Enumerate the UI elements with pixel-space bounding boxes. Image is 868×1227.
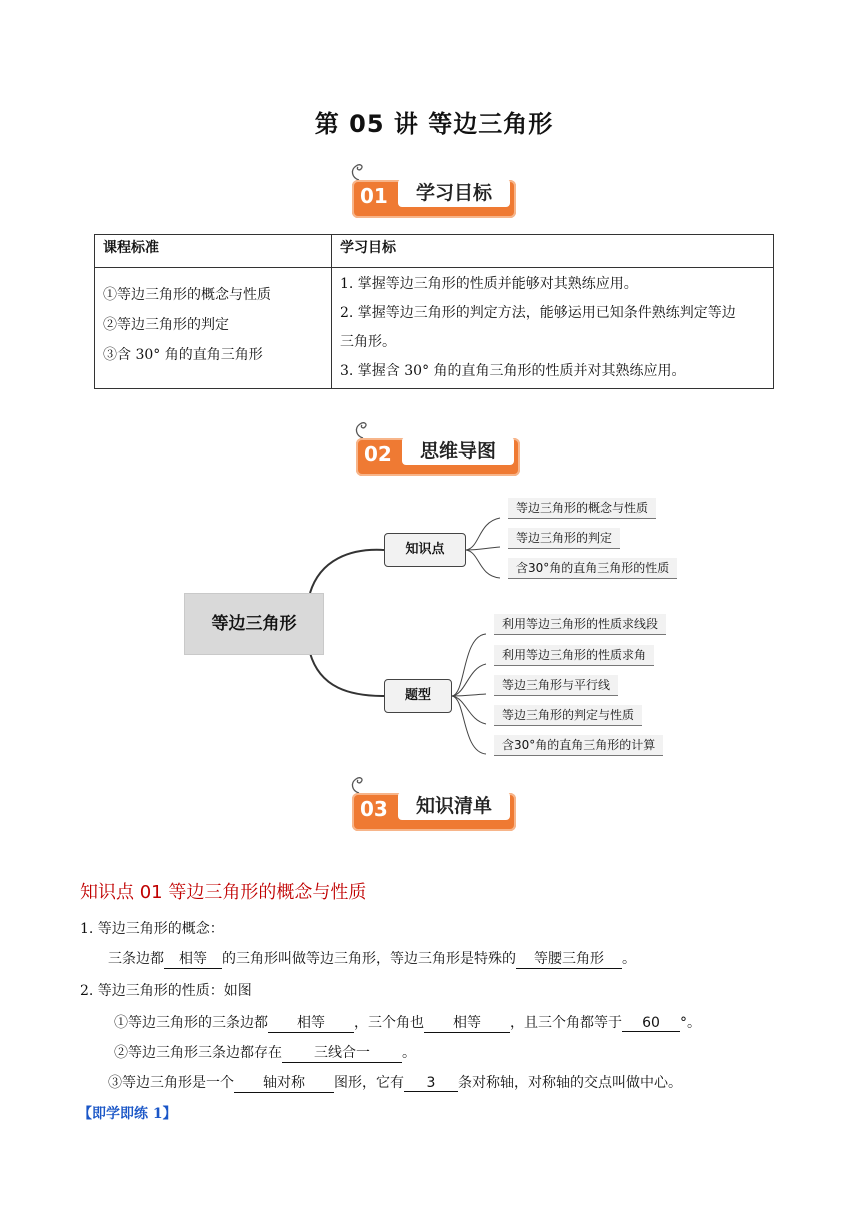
fill-blank: 3 [404, 1075, 458, 1092]
property-2 [114, 1042, 416, 1063]
fill-blank: 三线合一 [282, 1042, 402, 1063]
section-label: 学习目标 [398, 179, 510, 207]
property-heading: 2. 等边三角形的性质：如图 [80, 983, 252, 999]
standard-item: ③含 30° 角的直角三角形 [103, 347, 263, 363]
mindmap-leaf: 等边三角形的判定 [508, 528, 620, 549]
mindmap-leaf: 利用等边三角形的性质求角 [494, 645, 654, 666]
practice-heading: 【即学即练 1】 [78, 1106, 177, 1122]
curl-icon [348, 771, 370, 795]
section-label: 思维导图 [402, 437, 514, 465]
text: ①等边三角形的三条边都 [114, 1015, 268, 1031]
mindmap-leaf: 含30°角的直角三角形的性质 [508, 558, 677, 579]
fill-blank: 相等 [424, 1012, 510, 1033]
mindmap-leaf: 等边三角形与平行线 [494, 675, 618, 696]
fill-blank: 轴对称 [234, 1072, 334, 1093]
property-1 [114, 1012, 701, 1033]
section-number: 01 [360, 184, 388, 208]
text: 的三角形叫做等边三角形，等边三角形是特殊的 [222, 951, 516, 967]
section-number: 03 [360, 797, 388, 821]
text: ，三个角也 [354, 1015, 424, 1031]
text: 。 [622, 951, 636, 967]
concept-heading: 1. 等边三角形的概念： [80, 921, 224, 937]
fill-blank: 相等 [164, 948, 222, 969]
mindmap-branch-knowledge: 知识点 [384, 533, 466, 567]
mindmap-leaf: 等边三角形的概念与性质 [508, 498, 656, 519]
header-standards: 课程标准 [95, 235, 332, 268]
concept-sentence [108, 948, 636, 969]
objective-item: 三角形。 [340, 334, 396, 350]
section-number: 02 [364, 442, 392, 466]
knowledge-point-title: 知识点 01 等边三角形的概念与性质 [80, 882, 367, 903]
text: 条对称轴，对称轴的交点叫做中心。 [458, 1075, 682, 1091]
fill-blank: 60 [622, 1015, 680, 1032]
mindmap-center: 等边三角形 [184, 593, 324, 655]
text: 三条边都 [108, 951, 164, 967]
text: °。 [680, 1015, 701, 1031]
mindmap-leaf: 等边三角形的判定与性质 [494, 705, 642, 726]
mindmap-branch-types: 题型 [384, 679, 452, 713]
section-label: 知识清单 [398, 792, 510, 820]
property-3 [108, 1072, 682, 1093]
objective-item: 1. 掌握等边三角形的性质并能够对其熟练应用。 [340, 276, 638, 292]
text: 。 [402, 1045, 416, 1061]
header-objectives: 学习目标 [332, 235, 774, 268]
mindmap-leaf: 含30°角的直角三角形的计算 [494, 735, 663, 756]
objective-item: 3. 掌握含 30° 角的直角三角形的性质并对其熟练应用。 [340, 363, 686, 379]
fill-blank: 相等 [268, 1012, 354, 1033]
mindmap-leaf: 利用等边三角形的性质求线段 [494, 614, 666, 635]
text: ②等边三角形三条边都存在 [114, 1045, 282, 1061]
page-title: 第 05 讲 等边三角形 [314, 110, 554, 138]
standard-item: ②等边三角形的判定 [103, 317, 229, 333]
text: ，且三个角都等于 [510, 1015, 622, 1031]
objective-item: 2. 掌握等边三角形的判定方法，能够运用已知条件熟练判定等边 [340, 305, 736, 321]
text: ③等边三角形是一个 [108, 1075, 234, 1091]
standard-item: ①等边三角形的概念与性质 [103, 287, 271, 303]
text: 图形，它有 [334, 1075, 404, 1091]
fill-blank: 等腰三角形 [516, 948, 622, 969]
